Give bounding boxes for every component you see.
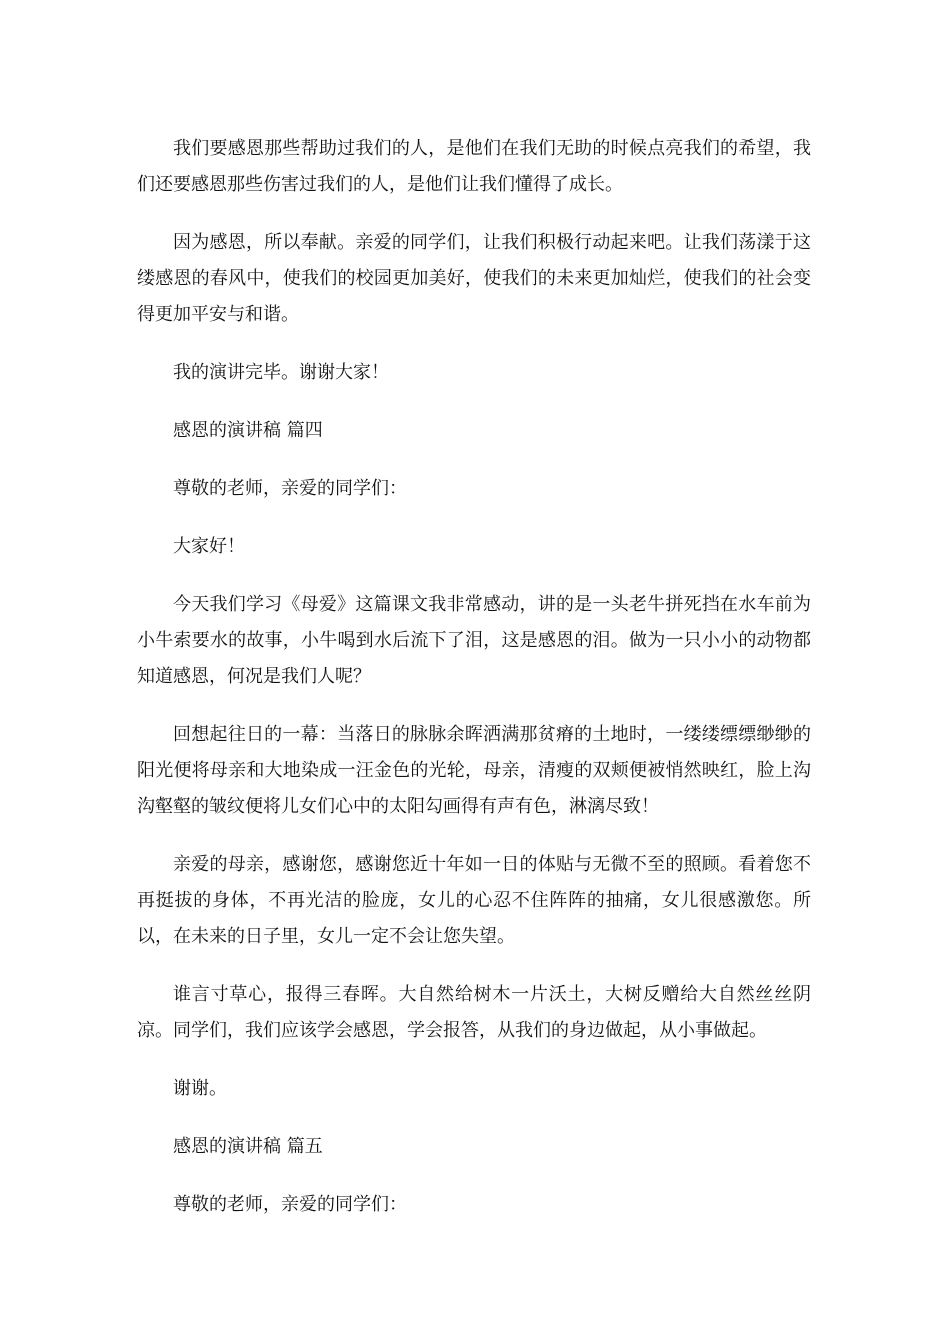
paragraph: 回想起往日的一幕：当落日的脉脉余晖洒满那贫瘠的土地时，一缕缕缥缥缈缈的阳光便将母亲和大地染成一汪金色的光轮，母亲，清瘦的双颊便被悄然映红，脸上沟沟壑壑的皱纹便将儿女们心中的太阳勾画得有声有色，淋漓尽致！ xyxy=(137,724,811,817)
paragraph: 因为感恩，所以奉献。亲爱的同学们，让我们积极行动起来吧。让我们荡漾于这缕感恩的春风中，使我们的校园更加美好，使我们的未来更加灿烂，使我们的社会变得更加平安与和谐。 xyxy=(137,232,811,325)
document-body xyxy=(137,131,811,1245)
paragraph: 今天我们学习《母爱》这篇课文我非常感动，讲的是一头老牛拼死挡在水车前为小牛索要水的故事，小牛喝到水后流下了泪，这是感恩的泪。做为一只小小的动物都知道感恩，何况是我们人呢？ xyxy=(137,594,811,687)
paragraph: 亲爱的母亲，感谢您，感谢您近十年如一日的体贴与无微不至的照顾。看着您不再挺拔的身体，不再光洁的脸庞，女儿的心忍不住阵阵的抽痛，女儿很感激您。所以，在未来的日子里，女儿一定不会让您失望。 xyxy=(137,854,811,947)
section-heading: 感恩的演讲稿 篇四 xyxy=(173,420,323,441)
section-heading: 感恩的演讲稿 篇五 xyxy=(173,1136,323,1157)
paragraph: 我的演讲完毕。谢谢大家！ xyxy=(173,362,389,383)
paragraph: 大家好！ xyxy=(173,536,245,557)
paragraph: 谢谢。 xyxy=(173,1078,227,1099)
paragraph: 尊敬的老师，亲爱的同学们： xyxy=(173,478,407,499)
paragraph: 我们要感恩那些帮助过我们的人，是他们在我们无助的时候点亮我们的希望，我们还要感恩那些伤害过我们的人，是他们让我们懂得了成长。 xyxy=(137,138,811,195)
paragraph: 谁言寸草心，报得三春晖。大自然给树木一片沃土，大树反赠给大自然丝丝阴凉。同学们，我们应该学会感恩，学会报答，从我们的身边做起，从小事做起。 xyxy=(137,984,811,1041)
paragraph: 尊敬的老师，亲爱的同学们： xyxy=(173,1194,407,1215)
